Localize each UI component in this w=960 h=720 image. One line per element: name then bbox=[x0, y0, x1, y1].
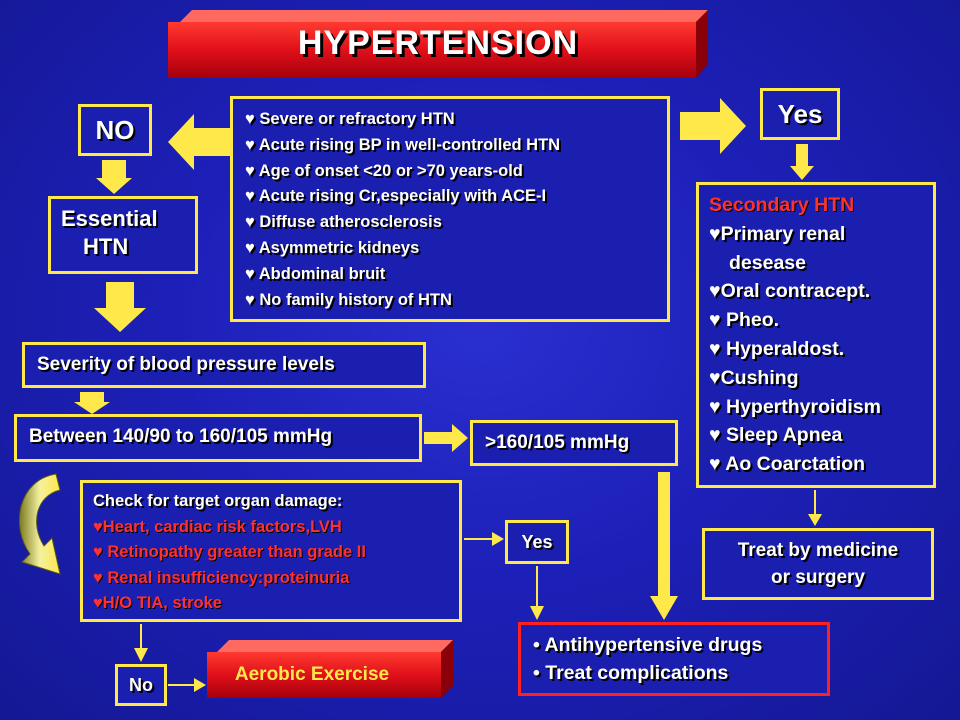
essential-line: HTN bbox=[83, 234, 129, 259]
aerobic-exercise-label: Aerobic Exercise bbox=[234, 664, 390, 685]
target-organ-heading: Check for target organ damage: bbox=[93, 492, 343, 510]
over-160-box: >160/105 mmHg bbox=[470, 420, 678, 466]
criteria-item: ♥ Asymmetric kidneys bbox=[245, 238, 420, 257]
treatment-box bbox=[518, 622, 830, 696]
target-yes-box: Yes bbox=[505, 520, 569, 564]
target-organ-item: ♥H/O TIA, stroke bbox=[93, 594, 222, 612]
secondary-item: ♥Cushing bbox=[709, 366, 799, 389]
criteria-item: ♥ Acute rising BP in well-controlled HTN bbox=[245, 135, 561, 154]
treatment-item: • Antihypertensive drugs bbox=[533, 634, 763, 656]
page-title: HYPERTENSION bbox=[297, 24, 579, 62]
secondary-item: ♥ Pheo. bbox=[709, 309, 780, 332]
criteria-item: ♥ Age of onset <20 or >70 years-old bbox=[245, 161, 523, 180]
secondary-item: ♥ Sleep Apnea bbox=[709, 424, 843, 447]
treat-line: Treat by medicine bbox=[737, 540, 899, 561]
essential-line: Essential bbox=[61, 206, 158, 231]
secondary-item: ♥Primary renal bbox=[709, 222, 846, 245]
down-arrow-icon bbox=[74, 392, 110, 414]
down-arrow-icon bbox=[650, 472, 678, 620]
left-arrow-icon bbox=[168, 112, 230, 172]
secondary-heading: Secondary HTN bbox=[709, 194, 855, 216]
secondary-htn-box bbox=[696, 182, 936, 488]
essential-htn-box bbox=[48, 196, 198, 274]
criteria-item: ♥ Abdominal bruit bbox=[245, 264, 386, 283]
no-box: NO bbox=[78, 104, 152, 156]
down-arrow-icon bbox=[134, 624, 148, 662]
criteria-item: ♥ Diffuse atherosclerosis bbox=[245, 213, 442, 232]
criteria-box bbox=[230, 96, 670, 322]
down-arrow-icon bbox=[530, 566, 544, 620]
curved-arrow-icon bbox=[8, 466, 82, 586]
right-arrow-icon bbox=[464, 532, 504, 546]
treat-line: or surgery bbox=[771, 567, 865, 588]
target-no-box: No bbox=[115, 664, 167, 706]
secondary-item: desease bbox=[729, 251, 806, 274]
yes-box: Yes bbox=[760, 88, 840, 140]
down-arrow-icon bbox=[94, 282, 146, 332]
right-arrow-icon bbox=[680, 96, 746, 156]
criteria-item: ♥ Severe or refractory HTN bbox=[245, 110, 455, 128]
down-arrow-icon bbox=[96, 160, 132, 194]
target-organ-item: ♥ Retinopathy greater than grade II bbox=[93, 543, 366, 561]
treatment-item: • Treat complications bbox=[533, 662, 729, 684]
severity-box: Severity of blood pressure levels bbox=[22, 342, 426, 388]
down-arrow-icon bbox=[808, 490, 822, 526]
right-arrow-icon bbox=[424, 424, 468, 452]
criteria-item: ♥ No family history of HTN bbox=[245, 290, 452, 309]
target-organ-item: ♥ Renal insufficiency:proteinuria bbox=[93, 568, 350, 587]
target-organ-item: ♥Heart, cardiac risk factors,LVH bbox=[93, 517, 342, 536]
secondary-item: ♥ Hyperaldost. bbox=[709, 337, 845, 360]
down-arrow-icon bbox=[790, 144, 814, 180]
right-arrow-icon bbox=[168, 678, 206, 692]
secondary-item: ♥ Ao Coarctation bbox=[709, 453, 866, 476]
target-organ-box bbox=[80, 480, 462, 622]
between-box: Between 140/90 to 160/105 mmHg bbox=[14, 414, 422, 462]
criteria-item: ♥ Acute rising Cr,especially with ACE-I bbox=[245, 187, 547, 206]
secondary-item: ♥Oral contracept. bbox=[709, 280, 871, 303]
secondary-item: ♥ Hyperthyroidism bbox=[709, 395, 881, 418]
treat-box bbox=[702, 528, 934, 600]
